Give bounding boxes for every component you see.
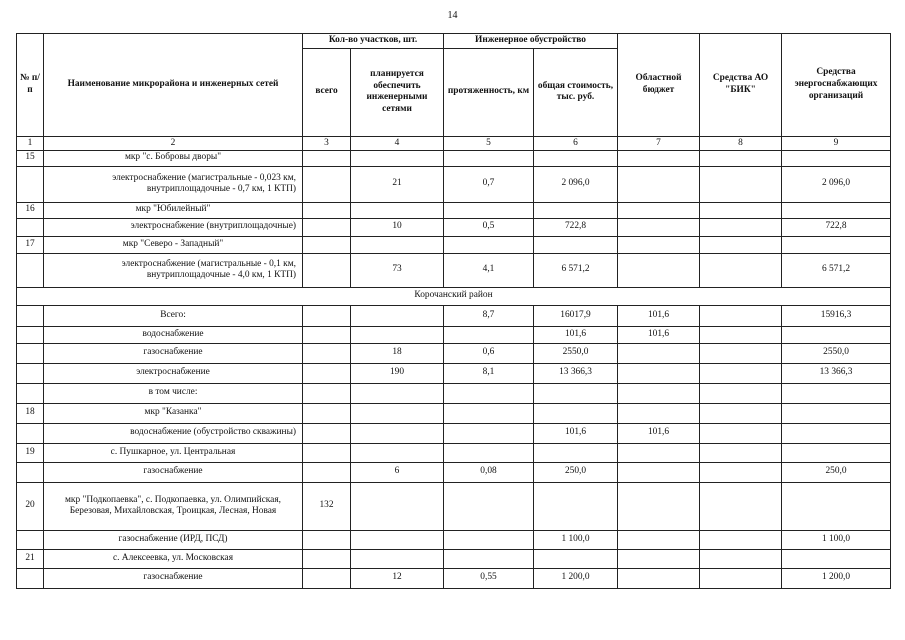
- empty-cell: [782, 236, 891, 253]
- header-planned: планируется обеспечить инженерными сетями: [351, 48, 444, 136]
- empty-cell: [700, 150, 782, 166]
- cell-bik: [700, 462, 782, 482]
- cell-planned: 73: [351, 253, 444, 287]
- cell-length: 0,6: [444, 343, 534, 363]
- cell-regional: [618, 343, 700, 363]
- cell-cost: 1 100,0: [534, 530, 618, 549]
- empty-cell: [700, 549, 782, 568]
- empty-cell: [303, 403, 351, 423]
- table-row: [17, 530, 891, 549]
- table-row: [17, 549, 891, 568]
- column-number: 8: [700, 136, 782, 150]
- empty-cell: [534, 403, 618, 423]
- empty-cell: [618, 403, 700, 423]
- cell-length: 8,1: [444, 363, 534, 383]
- empty-cell: [444, 383, 534, 403]
- row-number: 19: [17, 443, 44, 462]
- cell-length: [444, 530, 534, 549]
- cell-bik: [700, 305, 782, 326]
- header-plots-group: Кол-во участков, шт.: [303, 34, 444, 49]
- empty-cell: [700, 202, 782, 218]
- cell-length: 0,55: [444, 568, 534, 588]
- cell-bik: [700, 423, 782, 443]
- empty-cell: [17, 305, 44, 326]
- cell-bik: [700, 166, 782, 202]
- item-name: газоснабжение: [44, 462, 303, 482]
- cell-regional: 101,6: [618, 326, 700, 343]
- column-number-row: [17, 136, 891, 150]
- item-name: электроснабжение: [44, 363, 303, 383]
- section-title: мкр "Подкопаевка", с. Подкопаевка, ул. Олимпийская, Березовая, Михайловская, Троицкая, Лесная, Новая: [44, 482, 303, 530]
- section-title: мкр "с. Бобровы дворы": [44, 150, 303, 166]
- table-row: [17, 253, 891, 287]
- item-name: электроснабжение (магистральные - 0,023 км, внутриплощадочные - 0,7 км, 1 КТП): [44, 166, 303, 202]
- cell-bik: [700, 568, 782, 588]
- cell-total: [303, 568, 351, 588]
- empty-cell: [444, 150, 534, 166]
- cell-cost: 6 571,2: [534, 253, 618, 287]
- empty-cell: [17, 568, 44, 588]
- table-row: [17, 482, 891, 530]
- cell-energy: 2550,0: [782, 343, 891, 363]
- cell-total: [303, 462, 351, 482]
- district-title: Корочанский район: [17, 287, 891, 305]
- column-number: 6: [534, 136, 618, 150]
- cell-regional: [618, 462, 700, 482]
- cell-length: 0,5: [444, 218, 534, 236]
- cell-cost: 2 096,0: [534, 166, 618, 202]
- cell-planned: 10: [351, 218, 444, 236]
- header-eng-group: Инженерное обустройство: [444, 34, 618, 49]
- cell-energy: 6 571,2: [782, 253, 891, 287]
- section-title: мкр "Казанка": [44, 403, 303, 423]
- empty-cell: [303, 150, 351, 166]
- cell-regional: [618, 363, 700, 383]
- cell-cost: 250,0: [534, 462, 618, 482]
- empty-cell: [782, 482, 891, 530]
- empty-cell: [534, 482, 618, 530]
- table-row: [17, 462, 891, 482]
- cell-length: [444, 423, 534, 443]
- table-row: [17, 218, 891, 236]
- cell-planned: [351, 326, 444, 343]
- empty-cell: [782, 202, 891, 218]
- header-cost: общая стоимость, тыс. руб.: [534, 48, 618, 136]
- item-name: водоснабжение (обустройство скважины): [44, 423, 303, 443]
- header-total: всего: [303, 48, 351, 136]
- cell-cost: 2550,0: [534, 343, 618, 363]
- cell-total: [303, 305, 351, 326]
- empty-cell: [444, 202, 534, 218]
- empty-cell: [444, 549, 534, 568]
- cell-planned: 12: [351, 568, 444, 588]
- item-name: газоснабжение (ИРД, ПСД): [44, 530, 303, 549]
- table-row: [17, 326, 891, 343]
- cell-planned: 190: [351, 363, 444, 383]
- cell-cost: 1 200,0: [534, 568, 618, 588]
- column-number: 1: [17, 136, 44, 150]
- cell-bik: [700, 363, 782, 383]
- cell-cost: 722,8: [534, 218, 618, 236]
- empty-cell: [618, 150, 700, 166]
- cell-bik: [700, 326, 782, 343]
- empty-cell: [351, 482, 444, 530]
- cell-bik: [700, 253, 782, 287]
- empty-cell: [303, 549, 351, 568]
- table-row: [17, 150, 891, 166]
- cell-energy: 15916,3: [782, 305, 891, 326]
- table-row: [17, 403, 891, 423]
- cell-length: 0,7: [444, 166, 534, 202]
- empty-cell: [17, 423, 44, 443]
- column-number: 9: [782, 136, 891, 150]
- empty-cell: [444, 403, 534, 423]
- cell-energy: 250,0: [782, 462, 891, 482]
- cell-total: [303, 166, 351, 202]
- cell-energy: 722,8: [782, 218, 891, 236]
- item-name: в том числе:: [44, 383, 303, 403]
- empty-cell: [17, 166, 44, 202]
- page-number: 14: [447, 10, 458, 21]
- cell-planned: [351, 305, 444, 326]
- empty-cell: [351, 549, 444, 568]
- empty-cell: [351, 202, 444, 218]
- empty-cell: [534, 443, 618, 462]
- header-regional: Областной бюджет: [618, 34, 700, 137]
- cell-planned: [351, 530, 444, 549]
- cell-regional: 101,6: [618, 423, 700, 443]
- empty-cell: [782, 383, 891, 403]
- header-bik: Средства АО "БИК": [700, 34, 782, 137]
- cell-length: 0,08: [444, 462, 534, 482]
- section-title: мкр "Северо - Западный": [44, 236, 303, 253]
- table-row: [17, 202, 891, 218]
- cell-total: [303, 326, 351, 343]
- empty-cell: [534, 150, 618, 166]
- cell-cost: 101,6: [534, 423, 618, 443]
- cell-energy: 1 100,0: [782, 530, 891, 549]
- empty-cell: [17, 363, 44, 383]
- cell-regional: [618, 253, 700, 287]
- empty-cell: [534, 236, 618, 253]
- header-num: № п/п: [17, 34, 44, 137]
- cell-total: [303, 218, 351, 236]
- cell-energy: [782, 326, 891, 343]
- table-row: [17, 166, 891, 202]
- cell-regional: [618, 530, 700, 549]
- row-number: 21: [17, 549, 44, 568]
- empty-cell: [782, 549, 891, 568]
- empty-cell: [700, 482, 782, 530]
- empty-cell: [351, 383, 444, 403]
- section-title: мкр "Юбилейный": [44, 202, 303, 218]
- empty-cell: [618, 236, 700, 253]
- empty-cell: [618, 482, 700, 530]
- row-number: 17: [17, 236, 44, 253]
- total-label: Всего:: [44, 305, 303, 326]
- item-name: электроснабжение (магистральные - 0,1 км, внутриплощадочные - 4,0 км, 1 КТП): [44, 253, 303, 287]
- cell-length: 4,1: [444, 253, 534, 287]
- header-energy: Средства энергоснабжающих организаций: [782, 34, 891, 137]
- empty-cell: [17, 253, 44, 287]
- item-name: водоснабжение: [44, 326, 303, 343]
- empty-cell: [17, 343, 44, 363]
- empty-cell: [782, 403, 891, 423]
- empty-cell: [534, 549, 618, 568]
- table-row: [17, 343, 891, 363]
- cell-regional: 101,6: [618, 305, 700, 326]
- cell-energy: [782, 423, 891, 443]
- row-number: 18: [17, 403, 44, 423]
- row-number: 16: [17, 202, 44, 218]
- item-name: газоснабжение: [44, 343, 303, 363]
- cell-bik: [700, 343, 782, 363]
- section-title: с. Пушкарное, ул. Центральная: [44, 443, 303, 462]
- item-name: электроснабжение (внутриплощадочные): [44, 218, 303, 236]
- cell-planned: [351, 423, 444, 443]
- empty-cell: [618, 383, 700, 403]
- empty-cell: [618, 443, 700, 462]
- empty-cell: [618, 549, 700, 568]
- empty-cell: [782, 443, 891, 462]
- table-row: [17, 236, 891, 253]
- column-number: 4: [351, 136, 444, 150]
- header-length: протяженность, км: [444, 48, 534, 136]
- cell-energy: 13 366,3: [782, 363, 891, 383]
- cell-bik: [700, 530, 782, 549]
- row-number: 15: [17, 150, 44, 166]
- cell-length: 8,7: [444, 305, 534, 326]
- column-number: 7: [618, 136, 700, 150]
- cell-regional: [618, 166, 700, 202]
- table-row: [17, 287, 891, 305]
- empty-cell: [17, 326, 44, 343]
- empty-cell: [303, 443, 351, 462]
- empty-cell: [303, 383, 351, 403]
- empty-cell: [351, 403, 444, 423]
- empty-cell: [17, 530, 44, 549]
- empty-cell: [700, 443, 782, 462]
- empty-cell: [444, 482, 534, 530]
- cell-energy: 1 200,0: [782, 568, 891, 588]
- empty-cell: [534, 383, 618, 403]
- section-title: с. Алексеевка, ул. Московская: [44, 549, 303, 568]
- empty-cell: [444, 443, 534, 462]
- empty-cell: [534, 202, 618, 218]
- empty-cell: [444, 236, 534, 253]
- infrastructure-table: [16, 33, 891, 589]
- empty-cell: [618, 202, 700, 218]
- cell-regional: [618, 568, 700, 588]
- empty-cell: [17, 218, 44, 236]
- cell-regional: [618, 218, 700, 236]
- cell-planned: 6: [351, 462, 444, 482]
- cell-total: [303, 423, 351, 443]
- item-name: газоснабжение: [44, 568, 303, 588]
- table-row: [17, 305, 891, 326]
- cell-planned: 21: [351, 166, 444, 202]
- empty-cell: [303, 202, 351, 218]
- cell-total: [303, 253, 351, 287]
- cell-total: [303, 530, 351, 549]
- header-name: Наименование микрорайона и инженерных сетей: [44, 34, 303, 137]
- empty-cell: [700, 403, 782, 423]
- empty-cell: [351, 150, 444, 166]
- cell-total: 132: [303, 482, 351, 530]
- empty-cell: [351, 236, 444, 253]
- empty-cell: [303, 236, 351, 253]
- empty-cell: [17, 383, 44, 403]
- cell-total: [303, 363, 351, 383]
- cell-total: [303, 343, 351, 363]
- table-row: [17, 383, 891, 403]
- cell-cost: 101,6: [534, 326, 618, 343]
- cell-bik: [700, 218, 782, 236]
- column-number: 2: [44, 136, 303, 150]
- table-body: [17, 150, 891, 588]
- table-row: [17, 423, 891, 443]
- empty-cell: [782, 150, 891, 166]
- table-row: [17, 443, 891, 462]
- empty-cell: [700, 236, 782, 253]
- table-row: [17, 363, 891, 383]
- row-number: 20: [17, 482, 44, 530]
- empty-cell: [700, 383, 782, 403]
- cell-cost: 16017,9: [534, 305, 618, 326]
- cell-planned: 18: [351, 343, 444, 363]
- empty-cell: [351, 443, 444, 462]
- empty-cell: [17, 462, 44, 482]
- table-row: [17, 568, 891, 588]
- cell-length: [444, 326, 534, 343]
- cell-cost: 13 366,3: [534, 363, 618, 383]
- column-number: 3: [303, 136, 351, 150]
- cell-energy: 2 096,0: [782, 166, 891, 202]
- column-number: 5: [444, 136, 534, 150]
